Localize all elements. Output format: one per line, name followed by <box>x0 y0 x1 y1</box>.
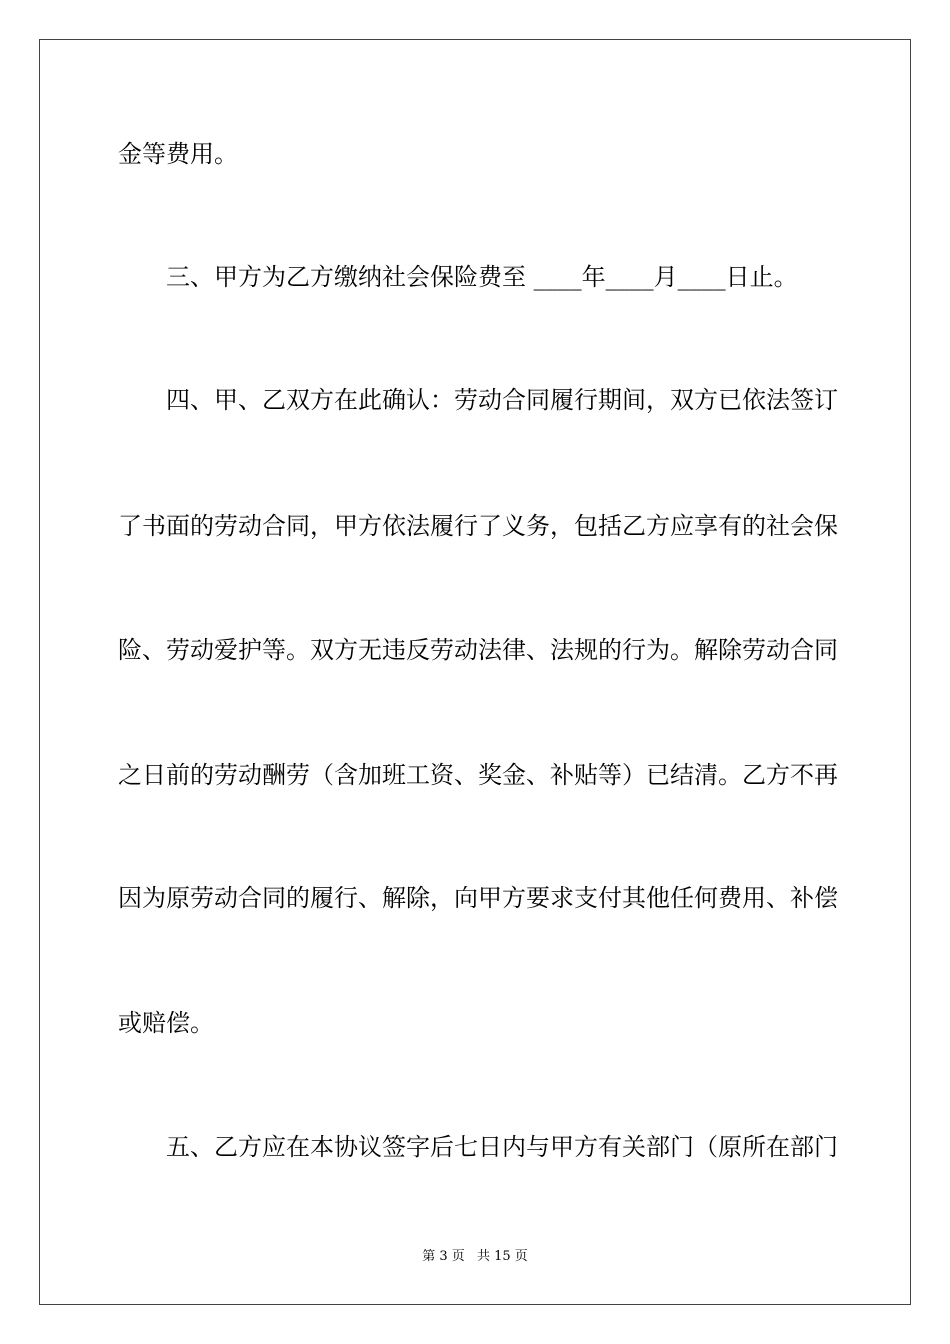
paragraph-line-2: 三、甲方为乙方缴纳社会保险费至 ____年____月____日止。 <box>166 263 798 291</box>
paragraph-line-3: 四、甲、乙双方在此确认：劳动合同履行期间，双方已依法签订 <box>166 386 838 414</box>
page-footer <box>0 1249 950 1265</box>
paragraph-line-7: 因为原劳动合同的履行、解除，向甲方要求支付其他任何费用、补偿 <box>118 884 838 912</box>
paragraph-line-6: 之日前的劳动酬劳（含加班工资、奖金、补贴等）已结清。乙方不再 <box>118 761 838 789</box>
page-number: 第 3 页 <box>422 1249 465 1264</box>
paragraph-line-4: 了书面的劳动合同，甲方依法履行了义务，包括乙方应享有的社会保 <box>118 512 838 540</box>
page-border <box>39 39 911 1305</box>
paragraph-line-5: 险、劳动爱护等。双方无违反劳动法律、法规的行为。解除劳动合同 <box>118 636 838 664</box>
paragraph-line-9: 五、乙方应在本协议签字后七日内与甲方有关部门（原所在部门 <box>166 1133 838 1161</box>
paragraph-line-1: 金等费用。 <box>118 140 238 168</box>
page-total: 共 15 页 <box>476 1249 528 1264</box>
paragraph-line-8: 或赔偿。 <box>118 1009 214 1037</box>
